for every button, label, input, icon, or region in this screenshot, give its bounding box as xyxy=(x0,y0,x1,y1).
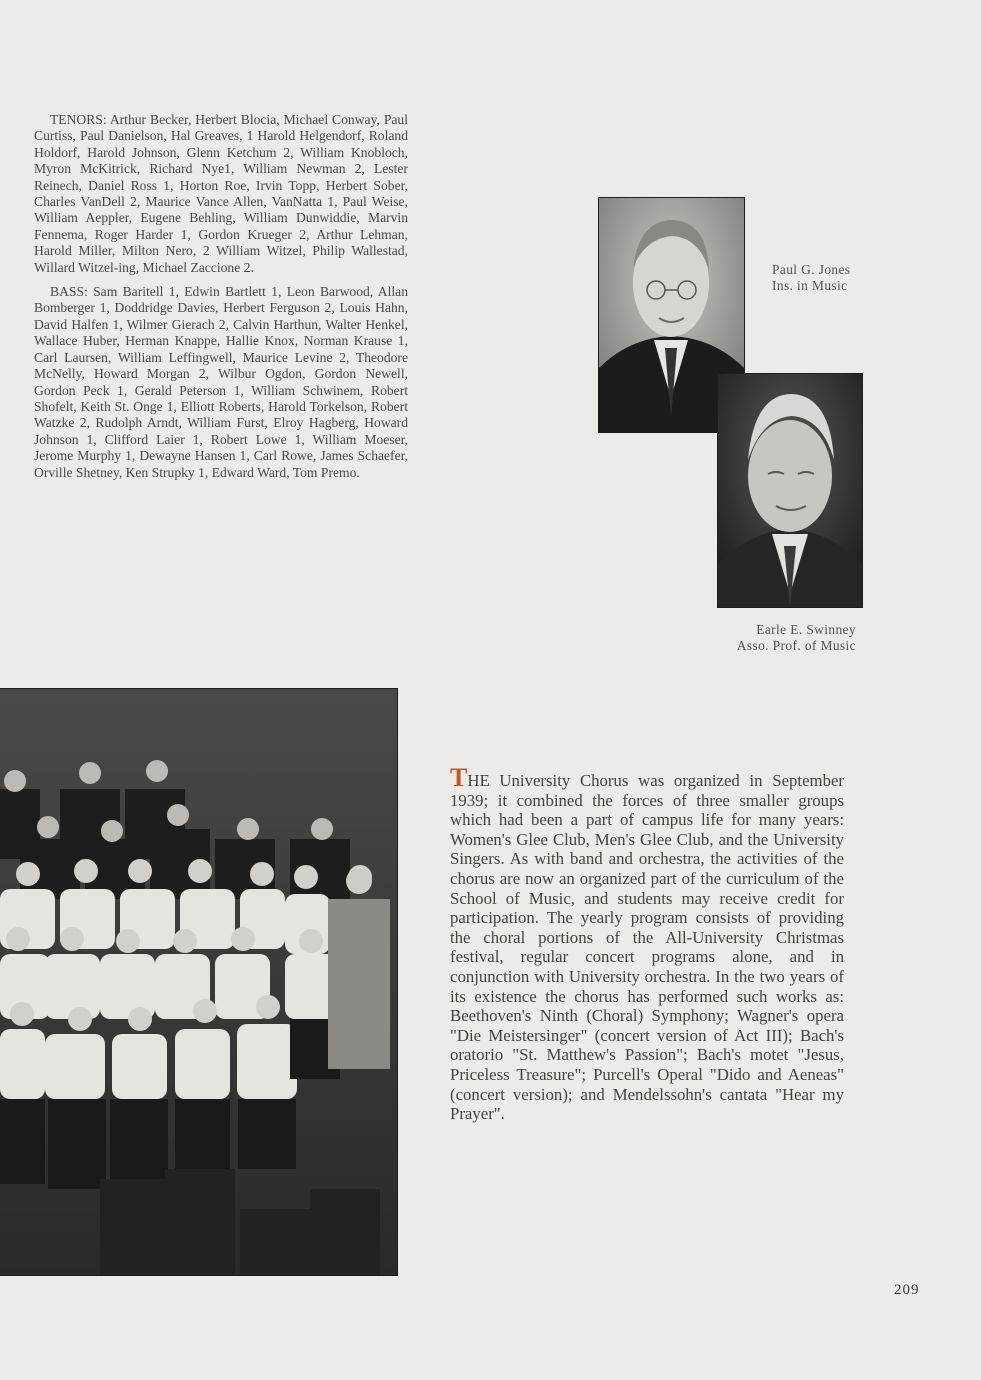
caption-title: Ins. in Music xyxy=(772,277,848,293)
group-photo-image xyxy=(0,689,397,1275)
bass-list: BASS: Sam Baritell 1, Edwin Bartlett 1, Leon Barwood, Allan Bomberger 1, Doddridge Davies, Herbert Ferguson 2, Louis Hahn, David Halfen 1, Wilmer Gierach 2, Calvin Harthun, Walter Henkel, Wallace Huber, Herman Knappe, Hallie Knox, Norman Krause 1, Carl Laursen, William Leffingwell, Maurice Levine 2, Theodore McNelly, Howard Morgan 2, Wilbur Ogdon, Gordon Newell, Gordon Peck 1, Gerald Peterson 1, William Schwinem, Robert Shofelt, Keith St. Onge 1, Elliott Roberts, Harold Torkelson, Robert Watzke 2, Rudolph Arndt, William Furst, Elroy Hagberg, Howard Johnson 1, Clifford Laier 1, Robert Lowe 1, William Moeser, Jerome Murphy 1, Dewayne Hansen 1, Carl Rowe, James Schaefer, Orville Shetney, Ken Strupky 1, Edward Ward, Tom Premo. xyxy=(34,284,408,480)
caption-earle-swinney xyxy=(713,622,856,653)
caption-title: Asso. Prof. of Music xyxy=(736,637,856,653)
portrait-earle-swinney xyxy=(717,373,863,608)
chorus-article xyxy=(450,763,844,1124)
caption-name: Earle E. Swinney xyxy=(756,622,856,637)
caption-paul-jones xyxy=(772,262,850,293)
caption-name: Paul G. Jones xyxy=(772,262,851,277)
article-text: HE University Chorus was organized in September 1939; it combined the forces of three smaller groups which had been a part of campus life for many years: Women's Glee Club, Men's Glee Club, and the University Singers. As with band and orchestra, the activities of the chorus are now an organized part of the curriculum of the School of Music, and students may receive credit for participation. The yearly program consists of providing the choral portions of the All-University Christmas festival, regular concert programs alone, and in conjunction with University orchestra. In the two years of its existence the chorus has performed such works as: Beethoven's Ninth (Choral) Symphony; Wagner's opera "Die Meistersinger" (concert version of Act III); Bach's oratorio "St. Matthew's Passion"; Bach's motet "Jesus, Priceless Treasure"; Purcell's Operal "Dido and Aeneas" (concert version); and Mendelssohn's cantata "Hear my Prayer". xyxy=(450,771,844,1124)
page-number: 209 xyxy=(894,1282,920,1298)
portrait-image xyxy=(718,374,862,607)
chorus-group-photo xyxy=(0,688,398,1276)
tenors-list: TENORS: Arthur Becker, Herbert Blocia, Michael Conway, Paul Curtiss, Paul Danielson, Hal Greaves, 1 Harold Helgendorf, Roland Holdorf, Harold Johnson, Glenn Ketchum 2, William Knobloch, Myron McKitrick, Richard Nye1, William Newman 2, Lester Reinech, Daniel Ross 1, Horton Roe, Irvin Topp, Herbert Sober, Charles VanDell 2, Maurice Vance Allen, VanNatta 1, Paul Weise, William Aeppler, Eugene Behling, William Dunwiddie, Marvin Fennema, Roger Harder 1, Gordon Krueger 2, Arthur Lehman, Harold Miller, Milton Nero, 2 William Witzel, Philip Wallestad, Willard Witzel-ing, Michael Zaccione 2. xyxy=(34,112,408,275)
chorus-roster xyxy=(34,112,408,489)
drop-cap: T xyxy=(450,763,468,792)
